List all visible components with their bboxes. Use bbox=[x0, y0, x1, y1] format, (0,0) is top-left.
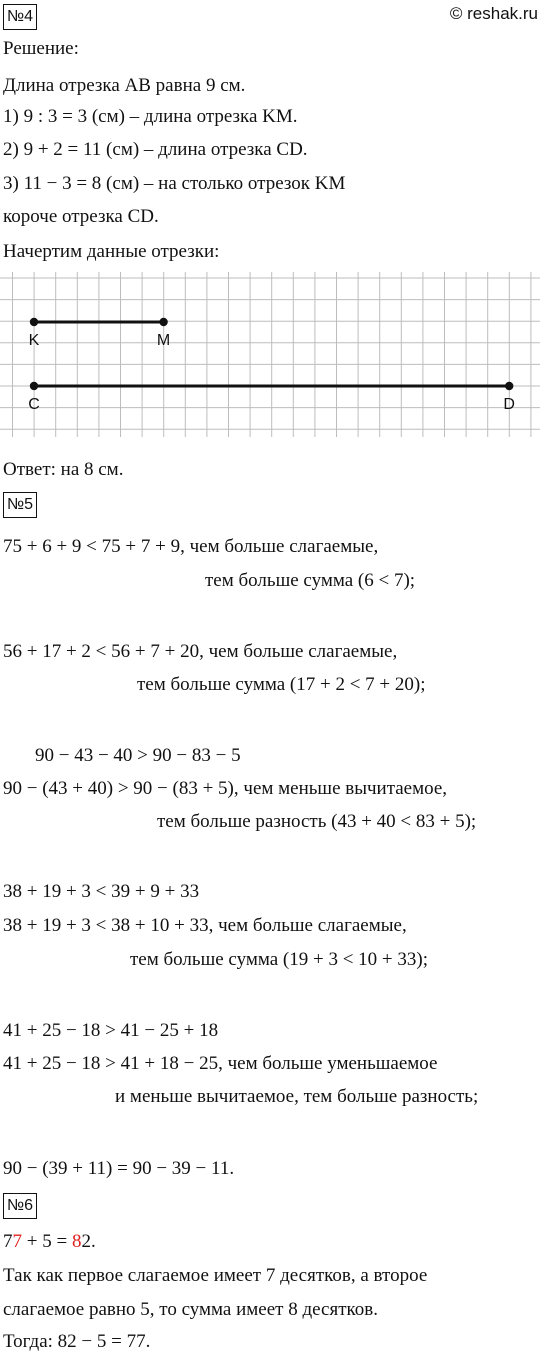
t6-line2: Так как первое слагаемое имеет 7 десятков, а второе bbox=[3, 1265, 428, 1286]
point-k bbox=[30, 318, 38, 326]
task5-number-badge: №5 bbox=[3, 492, 37, 518]
t6-line3: слагаемое равно 5, то сумма имеет 8 десятков. bbox=[3, 1299, 378, 1320]
task4-number-badge: №4 bbox=[3, 4, 37, 30]
task4-answer: Ответ: на 8 см. bbox=[3, 459, 124, 480]
t5-b4-l3: тем больше сумма (19 + 3 < 10 + 33); bbox=[130, 949, 428, 970]
t6-eq-end: 2. bbox=[81, 1231, 96, 1252]
t6-eq-mid: + 5 = bbox=[22, 1231, 72, 1252]
t5-b3-l1: 90 − 43 − 40 > 90 − 83 − 5 bbox=[35, 745, 241, 766]
t5-b3-l2: 90 − (43 + 40) > 90 − (83 + 5), чем меньше вычитаемое, bbox=[3, 778, 448, 799]
task4-step3a: 3) 11 − 3 = 8 (см) – на столько отрезок KM bbox=[3, 173, 346, 194]
point-label-m: M bbox=[156, 332, 171, 349]
task4-step3b: короче отрезка CD. bbox=[3, 206, 159, 227]
task4-line1: Длина отрезка AB равна 9 см. bbox=[3, 75, 246, 96]
t5-b1-l1: 75 + 6 + 9 < 75 + 7 + 9, чем больше слагаемые, bbox=[3, 536, 379, 557]
task4-draw-heading: Начертим данные отрезки: bbox=[3, 241, 220, 262]
t5-b5-l3: и меньше вычитаемое, тем больше разность; bbox=[115, 1086, 479, 1107]
t5-b4-l1: 38 + 19 + 3 < 39 + 9 + 33 bbox=[3, 881, 200, 902]
t5-b5-l1: 41 + 25 − 18 > 41 − 25 + 18 bbox=[3, 1020, 219, 1041]
t5-b6-l1: 90 − (39 + 11) = 90 − 39 − 11. bbox=[3, 1158, 235, 1179]
t5-b1-l2: тем больше сумма (6 < 7); bbox=[205, 570, 416, 591]
task4-step2: 2) 9 + 2 = 11 (см) – длина отрезка CD. bbox=[3, 139, 308, 160]
t5-b2-l2: тем больше сумма (17 + 2 < 7 + 20); bbox=[137, 674, 426, 695]
t6-eq-missing-digit-1: 7 bbox=[12, 1231, 22, 1252]
t6-line4: Тогда: 82 − 5 = 77. bbox=[3, 1331, 151, 1352]
segments-grid-figure bbox=[0, 272, 548, 444]
point-c bbox=[30, 382, 38, 390]
point-label-d: D bbox=[503, 396, 515, 413]
point-m bbox=[159, 318, 167, 326]
grid-lines bbox=[0, 272, 540, 437]
t5-b2-l1: 56 + 17 + 2 < 56 + 7 + 20, чем больше слагаемые, bbox=[3, 641, 398, 662]
watermark: © reshak.ru bbox=[449, 4, 538, 23]
t6-eq-tens: 7 bbox=[3, 1231, 13, 1252]
point-d bbox=[505, 382, 513, 390]
point-label-c: C bbox=[28, 396, 40, 413]
t6-equation bbox=[3, 1230, 96, 1254]
task6-number-badge: №6 bbox=[3, 1193, 37, 1219]
solution-heading: Решение: bbox=[3, 38, 79, 59]
t5-b4-l2: 38 + 19 + 3 < 38 + 10 + 33, чем больше слагаемые, bbox=[3, 915, 407, 936]
task4-step1: 1) 9 : 3 = 3 (см) – длина отрезка KM. bbox=[3, 106, 298, 127]
t5-b3-l3: тем больше разность (43 + 40 < 83 + 5); bbox=[157, 811, 477, 832]
t6-eq-missing-digit-2: 8 bbox=[71, 1231, 82, 1252]
point-label-k: K bbox=[28, 332, 40, 349]
t5-b5-l2: 41 + 25 − 18 > 41 + 18 − 25, чем больше уменьшаемое bbox=[3, 1053, 438, 1074]
